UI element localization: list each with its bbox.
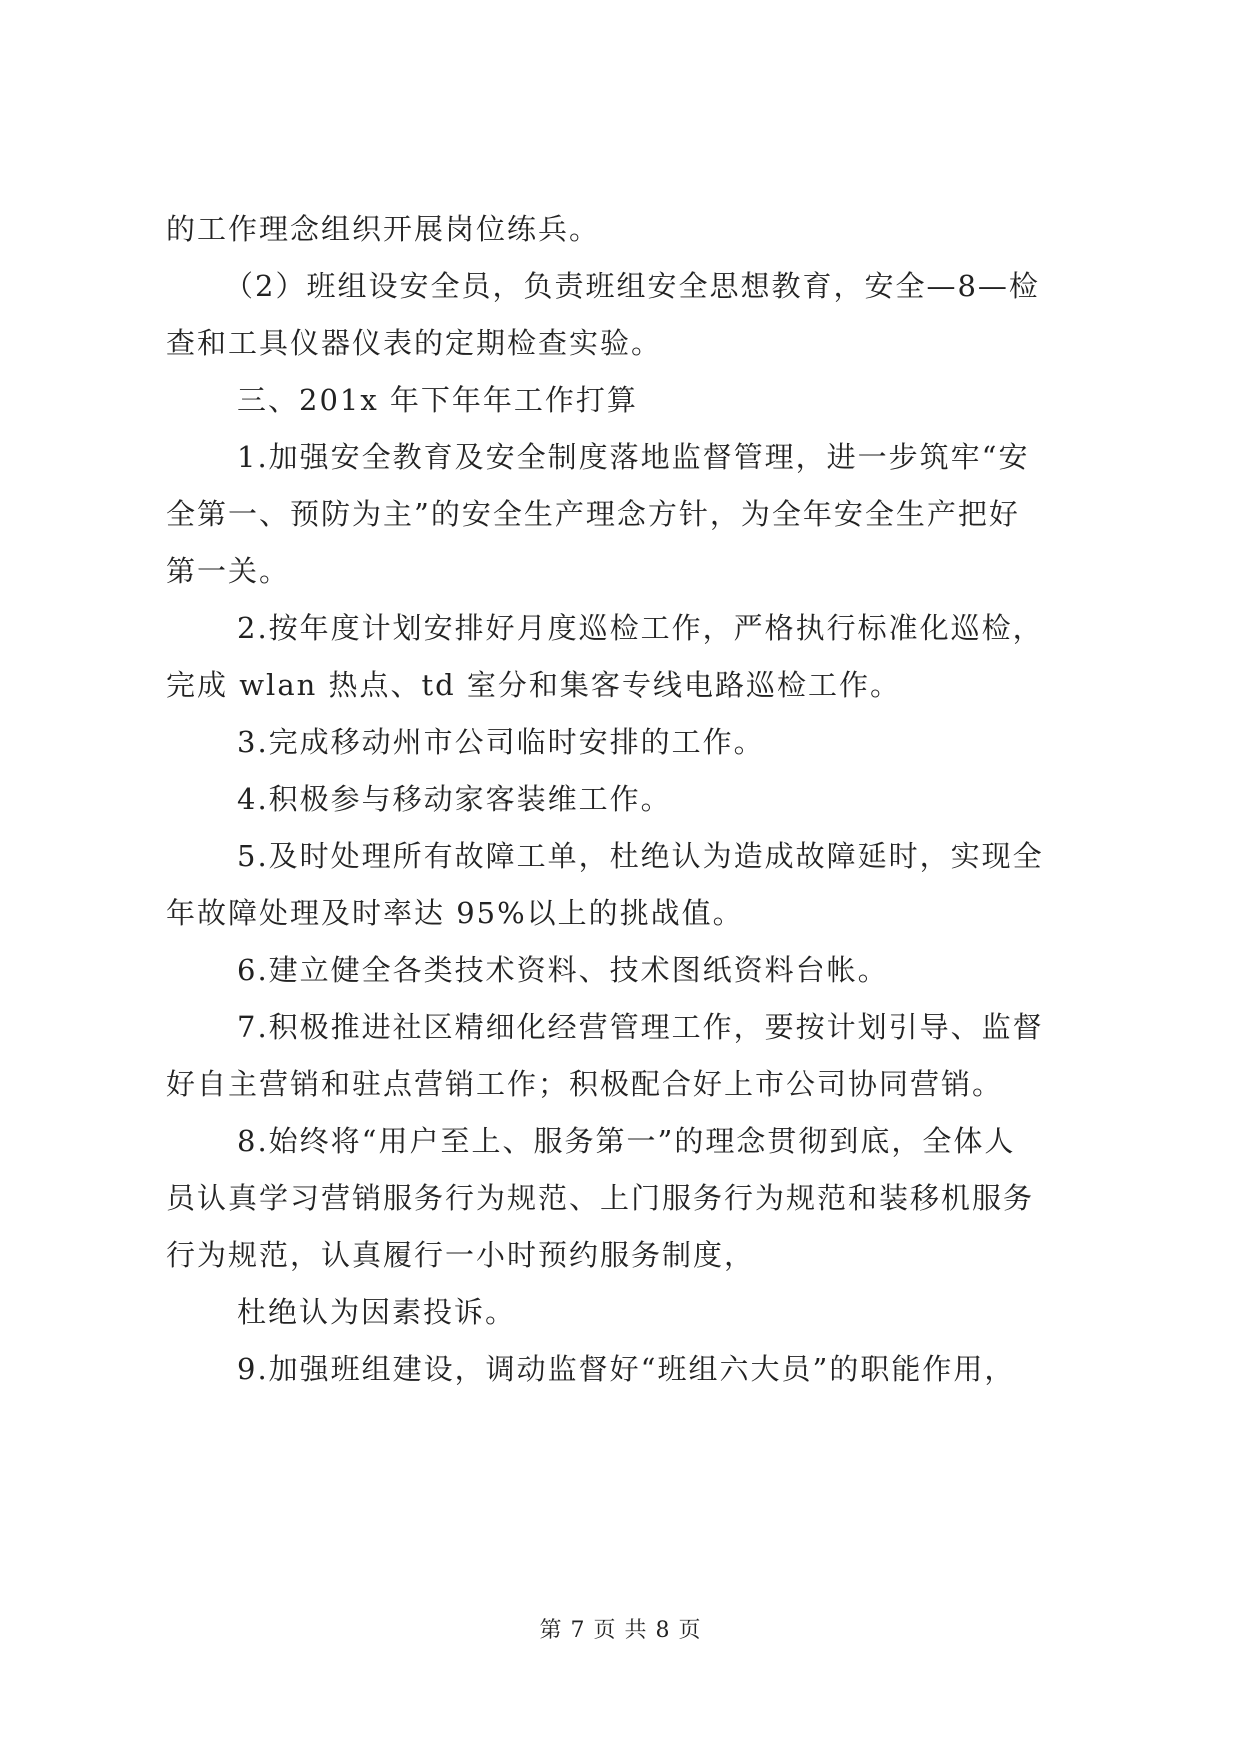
text-line: 杜绝认为因素投诉。 bbox=[237, 1295, 517, 1329]
text-line: 6.建立健全各类技术资料、技术图纸资料台帐。 bbox=[237, 953, 889, 987]
text-line: 2.按年度计划安排好月度巡检工作，严格执行标准化巡检， bbox=[237, 611, 1044, 645]
text-line: 9.加强班组建设，调动监督好“班组六大员”的职能作用， bbox=[237, 1352, 1016, 1386]
text-line: 5.及时处理所有故障工单，杜绝认为造成故障延时，实现全 bbox=[237, 839, 1044, 873]
page-number-footer: 第 7 页 共 8 页 bbox=[539, 1618, 702, 1643]
text-line: 7.积极推进社区精细化经营管理工作，要按计划引导、监督 bbox=[237, 1010, 1044, 1044]
text-line: 全第一、预防为主”的安全生产理念方针，为全年安全生产把好 bbox=[166, 497, 1020, 531]
text-line: （2）班组设安全员，负责班组安全思想教育，安全—8—检 bbox=[224, 269, 1040, 303]
text-line: 查和工具仪器仪表的定期检查实验。 bbox=[166, 326, 663, 360]
text-line: 4.积极参与移动家客装维工作。 bbox=[237, 782, 672, 816]
text-line: 3.完成移动州市公司临时安排的工作。 bbox=[237, 725, 765, 759]
text-line: 完成 wlan 热点、td 室分和集客专线电路巡检工作。 bbox=[166, 668, 901, 702]
text-line: 员认真学习营销服务行为规范、上门服务行为规范和装移机服务 bbox=[166, 1181, 1035, 1215]
text-line: 1.加强安全教育及安全制度落地监督管理，进一步筑牢“安 bbox=[237, 440, 1030, 474]
section-heading: 三、201x 年下年年工作打算 bbox=[237, 383, 638, 417]
text-line: 的工作理念组织开展岗位练兵。 bbox=[166, 212, 601, 246]
text-line: 行为规范，认真履行一小时预约服务制度， bbox=[166, 1238, 756, 1272]
text-line: 第一关。 bbox=[166, 554, 291, 588]
text-line: 好自主营销和驻点营销工作；积极配合好上市公司协同营销。 bbox=[166, 1067, 1004, 1101]
text-line: 年故障处理及时率达 95%以上的挑战值。 bbox=[166, 896, 744, 930]
text-line: 8.始终将“用户至上、服务第一”的理念贯彻到底，全体人 bbox=[237, 1124, 1016, 1158]
